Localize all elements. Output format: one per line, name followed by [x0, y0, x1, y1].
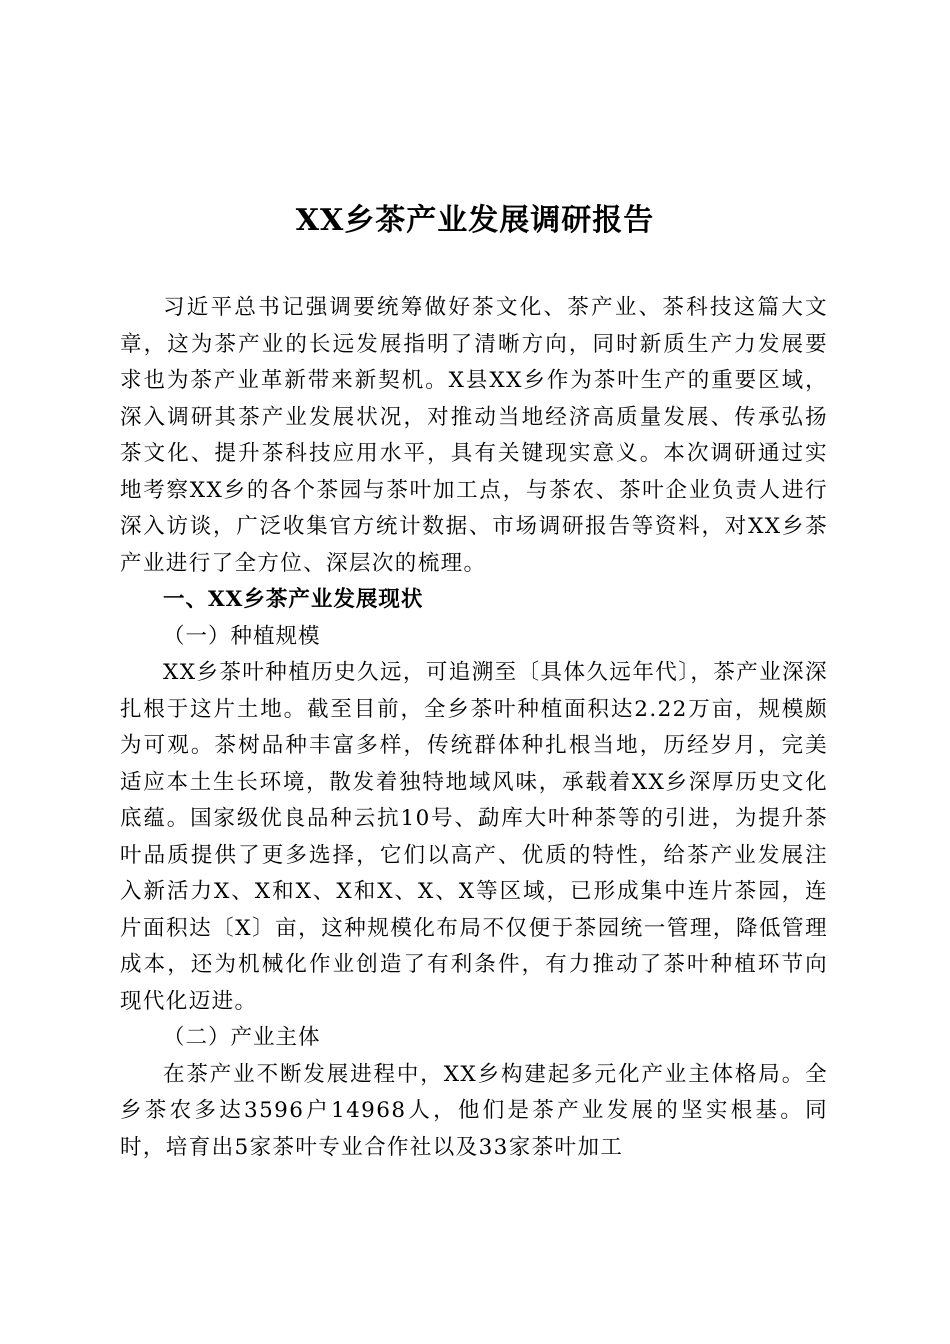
industry-entities-paragraph: 在茶产业不断发展进程中，XX乡构建起多元化产业主体格局。全乡茶农多达3596户14968人，他们是茶产业发展的坚实根基。同时，培育出5家茶叶专业合作社以及33家茶叶加工 [120, 1061, 828, 1160]
document-body [120, 290, 828, 1166]
subsection-heading-planting-scale: （一）种植规模 [163, 623, 321, 649]
subsection-heading-industry-entities: （二）产业主体 [163, 1025, 321, 1050]
planting-scale-paragraph: XX乡茶叶种植历史久远，可追溯至〔具体久远年代〕，茶产业深深扎根于这片土地。截至目前，全乡茶叶种植面积达2.22万亩，规模颇为可观。茶树品种丰富多样，传统群体种扎根当地，历经岁月，完美适应本土生长环境，散发着独特地域风味，承载着XX乡深厚历史文化底蕴。国家级优良品种云抗10号、勐库大叶种茶等的引进，为提升茶叶品质提供了更多选择，它们以高产、优质的特性，给茶产业发展注入新活力X、X和X、X和X、X、X等区域，已形成集中连片茶园，连片面积达〔X〕亩，这种规模化布局不仅便于茶园统一管理，降低管理成本，还为机械化作业创造了有利条件，有力推动了茶叶种植环节向现代化迈进。 [120, 660, 828, 1014]
section-heading: 一、XX乡茶产业发展现状 [163, 587, 424, 612]
document-title: XX乡茶产业发展调研报告 [295, 203, 655, 238]
intro-paragraph: 习近平总书记强调要统筹做好茶文化、茶产业、茶科技这篇大文章，这为茶产业的长远发展指明了清晰方向，同时新质生产力发展要求也为茶产业革新带来新契机。X县XX乡作为茶叶生产的重要区域，深入调研其茶产业发展状况，对推动当地经济高质量发展、传承弘扬茶文化、提升茶科技应用水平，具有关键现实意义。本次调研通过实地考察XX乡的各个茶园与茶叶加工点，与茶农、茶叶企业负责人进行深入访谈，广泛收集官方统计数据、市场调研报告等资料，对XX乡茶产业进行了全方位、深层次的梳理。 [120, 295, 828, 576]
